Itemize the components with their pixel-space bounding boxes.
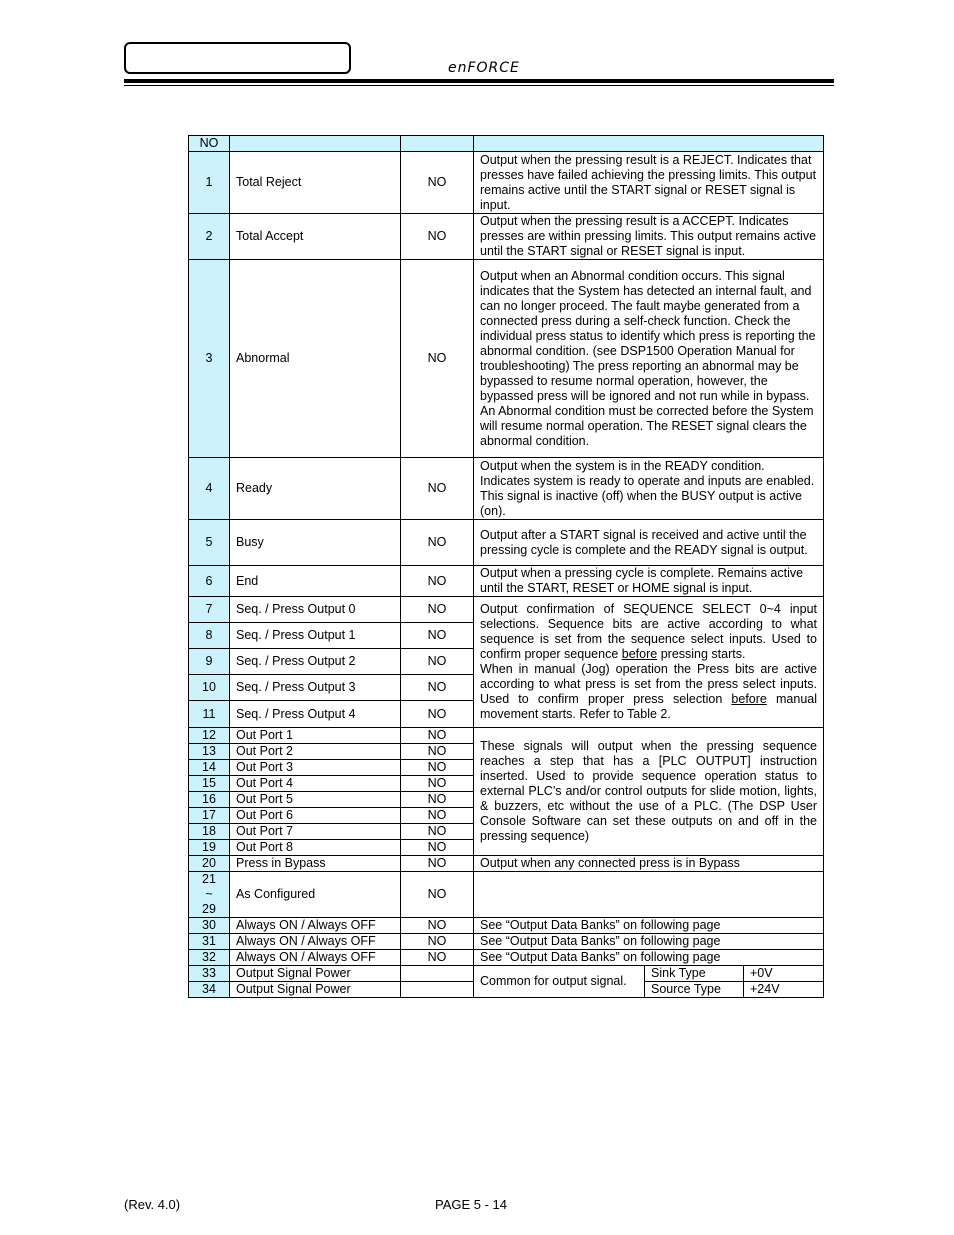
header-label-box bbox=[124, 42, 351, 74]
table-row: 15 Out Port 4 NO bbox=[189, 776, 824, 792]
table-row: 11 Seq. / Press Output 4 NO bbox=[189, 701, 824, 728]
output-signal-table bbox=[188, 135, 881, 998]
table-row: 8 Seq. / Press Output 1 NO bbox=[189, 623, 824, 649]
table-row: 5 Busy NO Output after a START signal is received and active until the pressing cycle is complete and the READY signal is output. bbox=[189, 520, 824, 566]
table-row: 21 ~ 29 As Configured NO bbox=[189, 872, 824, 918]
table-row: 31 Always ON / Always OFF NO See “Output Data Banks” on following page bbox=[189, 934, 824, 950]
page-number: PAGE 5 - 14 bbox=[435, 1197, 508, 1212]
sequence-output-description: Output confirmation of SEQUENCE SELECT 0~4 input selections. Sequence bits are active according to what sequence is set from the sequence select inputs. Used to confirm proper sequence before pressing starts. When in manual (Jog) operation the Press bits are active according to what press is set from the press select inputs. Used to confirm proper press selection before manual movement starts. Refer to Table 2. bbox=[474, 597, 824, 728]
table-row: 30 Always ON / Always OFF NO See “Output Data Banks” on following page bbox=[189, 918, 824, 934]
table-row: 33 Output Signal Power Common for output signal. Sink Type +0V bbox=[189, 966, 824, 982]
table-row: 4 Ready NO Output when the system is in the READY condition. Indicates system is ready to operate and inputs are enabled. This signal is inactive (off) when the BUSY output is active (on). bbox=[189, 458, 824, 520]
table-row: 9 Seq. / Press Output 2 NO bbox=[189, 649, 824, 675]
out-port-description: These signals will output when the pressing sequence reaches a step that has a [PLC OUTPUT] instruction inserted. Used to provide sequence operation status to external PLC’s and/or control outputs for slide motion, lights, & buzzers, etc without the use of a PLC. (The DSP User Console Software can set these outputs on and off in the pressing sequence) bbox=[474, 728, 824, 856]
table-row: 2 Total Accept NO Output when the pressing result is a ACCEPT. Indicates presses are within pressing limits. This output remains active until the START signal or RESET signal is input. bbox=[189, 214, 824, 260]
header-rule-thin bbox=[124, 85, 834, 86]
table-header-row bbox=[189, 136, 824, 152]
revision-label: (Rev. 4.0) bbox=[124, 1197, 181, 1212]
table-row: 14 Out Port 3 NO bbox=[189, 760, 824, 776]
table-row: 1 Total Reject NO Output when the pressing result is a REJECT. Indicates that presses have failed achieving the pressing limits. This output remains active until the START signal or RESET signal is input. bbox=[189, 152, 824, 214]
table-row: 34 Output Signal Power Source Type +24V bbox=[189, 982, 824, 998]
table-row: 12 Out Port 1 NO These signals will output when the pressing sequence reaches a step that has a [PLC OUTPUT] instruction inserted. Used to provide sequence operation status to external PLC’s and/or control outputs for slide motion, lights, & buzzers, etc without the use of a PLC. (The DSP User Console Software can set these outputs on and off in the pressing sequence) bbox=[189, 728, 824, 744]
header-no: NO bbox=[189, 136, 230, 152]
table-row: 18 Out Port 7 NO bbox=[189, 824, 824, 840]
table-row: 16 Out Port 5 NO bbox=[189, 792, 824, 808]
table-row: 32 Always ON / Always OFF NO See “Output Data Banks” on following page bbox=[189, 950, 824, 966]
table-row: 6 End NO Output when a pressing cycle is complete. Remains active until the START, RESET or HOME signal is input. bbox=[189, 566, 824, 597]
power-description: Common for output signal. bbox=[474, 966, 645, 998]
table-row: 13 Out Port 2 NO bbox=[189, 744, 824, 760]
table-row: 19 Out Port 8 NO bbox=[189, 840, 824, 856]
table-row: 17 Out Port 6 NO bbox=[189, 808, 824, 824]
header-rule-thick bbox=[124, 79, 834, 83]
brand-logo: enFORCE bbox=[448, 60, 520, 76]
table-row: 20 Press in Bypass NO Output when any connected press is in Bypass bbox=[189, 856, 824, 872]
table-row: 7 Seq. / Press Output 0 NO Output confirmation of SEQUENCE SELECT 0~4 input selections. Sequence bits are active according to what sequence is set from the sequence select inputs. Used to confirm proper sequence before pressing starts. When in manual (Jog) operation the Press bits are active according to what press is set from the press select inputs. Used to confirm proper press selection before manual movement starts. Refer to Table 2. bbox=[189, 597, 824, 623]
table-row: 10 Seq. / Press Output 3 NO bbox=[189, 675, 824, 701]
table-row: 3 Abnormal NO Output when an Abnormal condition occurs. This signal indicates that the System has detected an internal fault, and can no longer proceed. The fault maybe generated from a connected press during a self-check function. Check the individual press status to identify which press is reporting the abnormal condition. (see DSP1500 Operation Manual for troubleshooting) The press reporting an abnormal may be bypassed to resume normal operation, however, the bypassed press will be ignored and not run while in bypass. An Abnormal condition must be corrected before the System will resume normal operation. The RESET signal clears the abnormal condition. bbox=[189, 260, 824, 458]
